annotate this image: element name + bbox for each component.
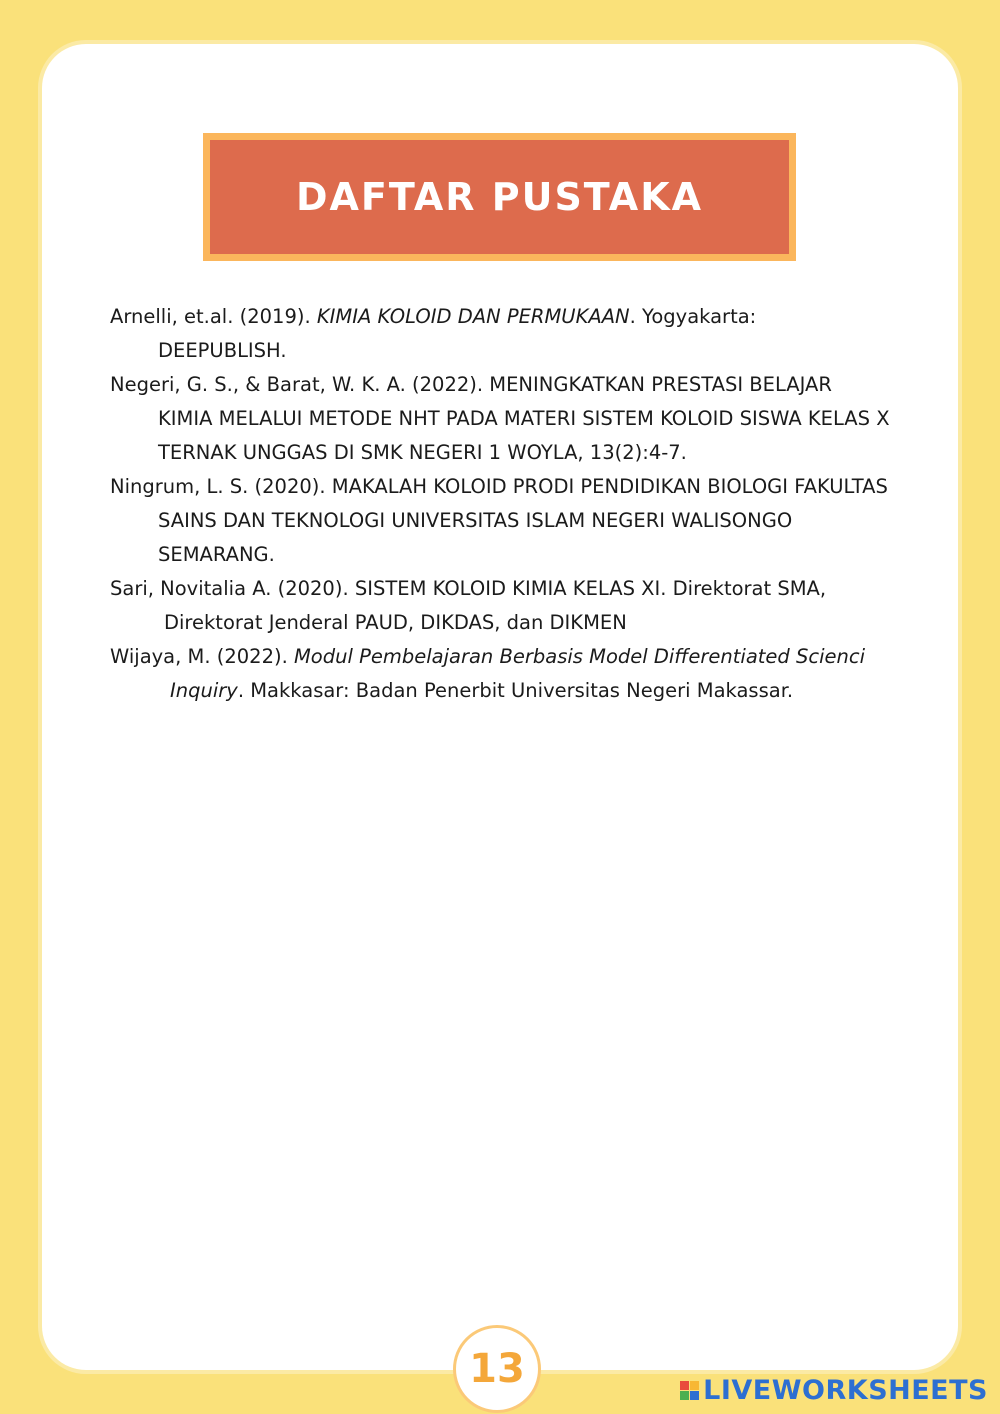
liveworksheets-wordmark: LIVEWORKSHEETS	[703, 1374, 988, 1406]
reference-title: KIMIA KOLOID DAN PERMUKAAN	[316, 305, 630, 328]
liveworksheets-icon	[680, 1381, 699, 1400]
title-banner	[203, 133, 796, 261]
reference-text: . Makkasar: Badan Penerbit Universitas Negeri Makassar.	[237, 679, 794, 702]
reference-text: . Yogyakarta: DEEPUBLISH.	[158, 305, 757, 362]
page-number: 13	[469, 1346, 525, 1392]
reference-text: Ningrum, L. S. (2020). MAKALAH KOLOID PRODI PENDIDIKAN BIOLOGI FAKULTAS SAINS DAN TEKNOLOGI UNIVERSITAS ISLAM NEGERI WALISONGO SEMARANG.	[110, 475, 888, 566]
reference-list	[110, 300, 890, 708]
reference-text: Wijaya, M. (2022).	[110, 645, 294, 668]
reference-title: Modul Pembelajaran Berbasis Model Differentiated Scienci Inquiry	[170, 645, 865, 702]
reference-item	[110, 300, 890, 368]
reference-text: Arnelli, et.al. (2019).	[110, 305, 317, 328]
reference-item	[110, 572, 890, 640]
page-title: DAFTAR PUSTAKA	[295, 175, 704, 219]
reference-item	[110, 640, 890, 708]
page-number-badge	[453, 1325, 541, 1413]
reference-text: Sari, Novitalia A. (2020). SISTEM KOLOID KIMIA KELAS XI. Direktorat SMA, Direktorat Jenderal PAUD, DIKDAS, dan DIKMEN	[110, 577, 827, 634]
reference-text: Negeri, G. S., & Barat, W. K. A. (2022). MENINGKATKAN PRESTASI BELAJAR KIMIA MELALUI METODE NHT PADA MATERI SISTEM KOLOID SISWA KELAS X TERNAK UNGGAS DI SMK NEGERI 1 WOYLA, 13(2):4-7.	[110, 373, 890, 464]
reference-item	[110, 368, 890, 470]
title-banner-inner	[210, 140, 789, 254]
liveworksheets-logo[interactable]	[680, 1374, 988, 1406]
reference-item	[110, 470, 890, 572]
